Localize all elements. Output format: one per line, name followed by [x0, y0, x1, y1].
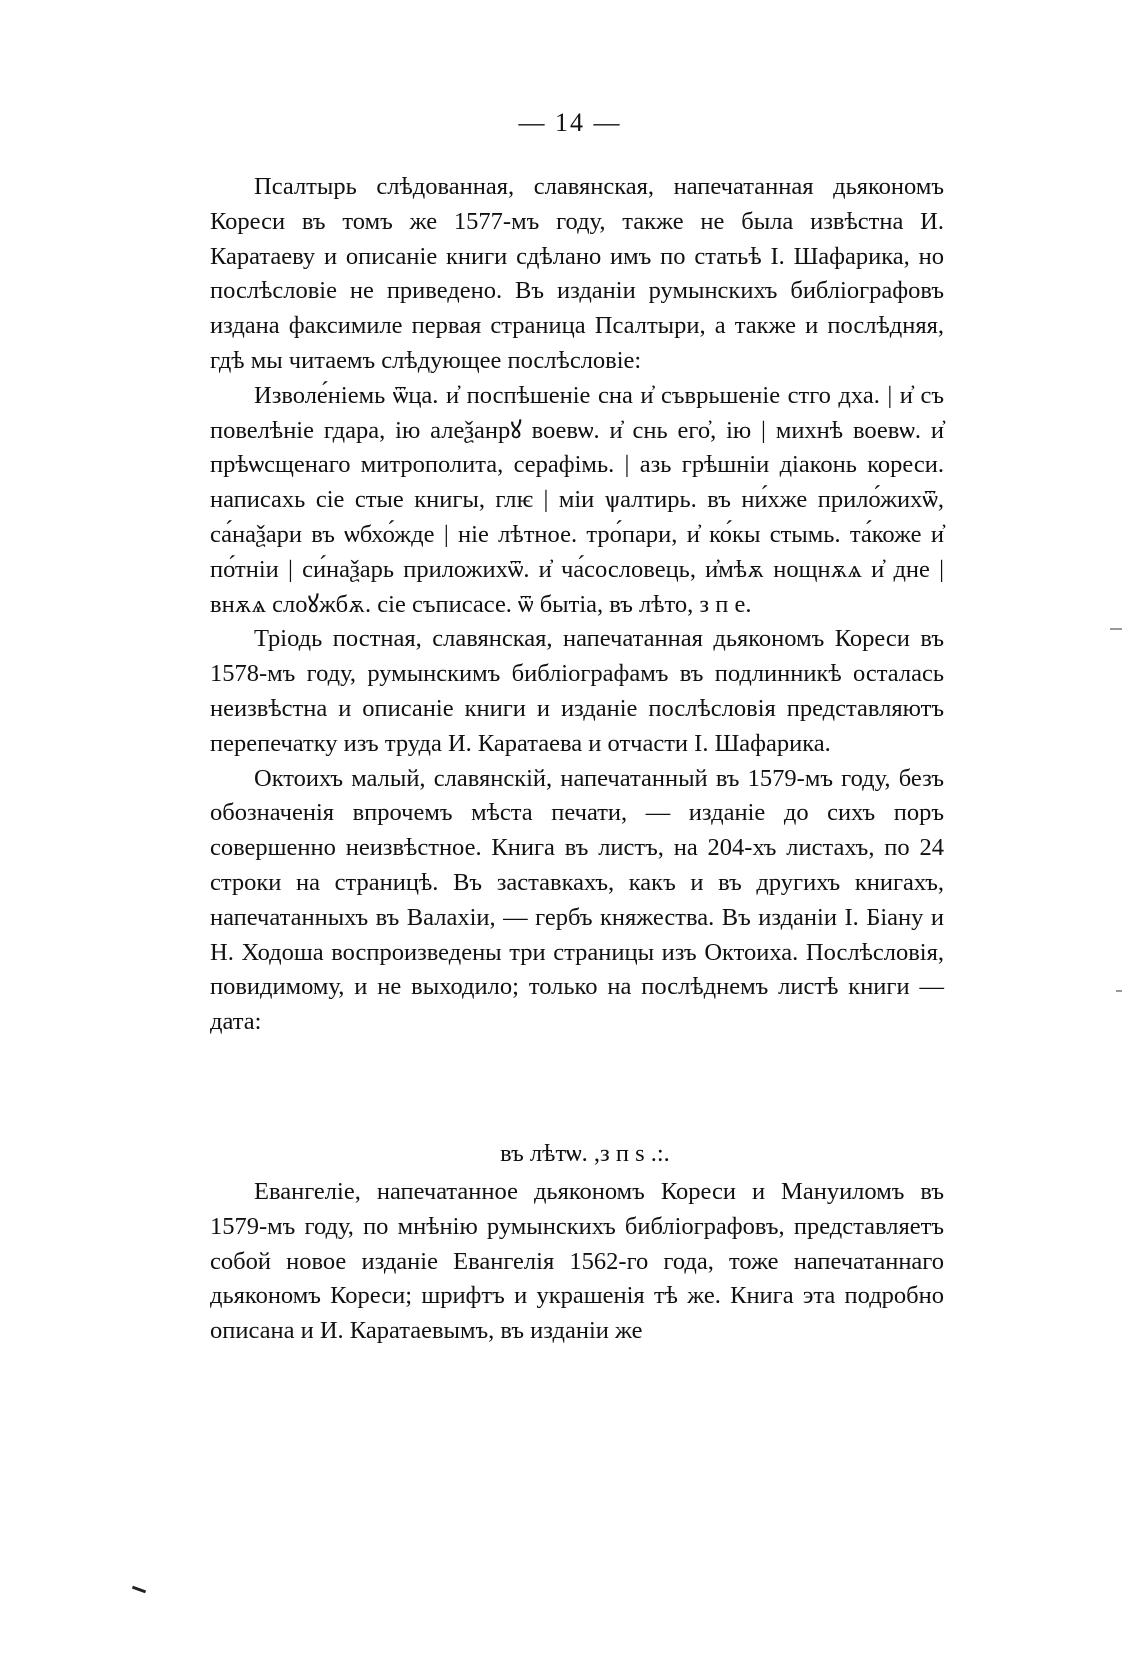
margin-mark: [1110, 628, 1122, 630]
continued-text-block: [210, 1175, 944, 1349]
paragraph-octoechos: Октоихъ малый, славянскій, напечатанный въ 1579-мъ году, безъ обозначенія впрочемъ мѣста печати, — изданіе до сихъ поръ совершенно неизвѣстное. Книга въ листъ, на 204-хъ листахъ, по 24 строки на страницѣ. Въ заставкахъ, какъ и въ другихъ книгахъ, напечатанныхъ въ Валахіи, — гербъ княжества. Въ изданіи І. Біану и Н. Ходоша воспроизведены три страницы изъ Октоиха. Послѣсловія, повидимому, и не выходило; только на послѣднемъ листѣ книги — дата:: [210, 764, 944, 1036]
paragraph-triodion: Тріодь постная, славянская, напечатанная дьякономъ Кореси въ 1578-мъ году, румынскимъ библіографамъ въ подлинникѣ осталась неизвѣстна и описаніе книги и изданіе послѣсловія представляютъ перепечатку изъ труда И. Каратаева и отчасти І. Шафарика.: [210, 625, 944, 757]
paragraph-psalter: Псалтырь слѣдованная, славянская, напечатанная дьякономъ Кореси въ томъ же 1577-мъ году, также не была извѣстна И. Каратаеву и описаніе книги сдѣлано имъ по статьѣ І. Шафарика, но послѣсловіе не приведено. Въ изданіи румынскихъ библіографовъ издана факсимиле первая страница Псалтыри, а также и послѣдняя, гдѣ мы читаемъ слѣдующее послѣсловіе:: [210, 173, 944, 374]
scan-artifact-mark: [132, 1586, 146, 1594]
date-line: въ лѣтѡ. ,з п s .:.: [500, 1140, 670, 1167]
main-text-block: [210, 170, 944, 1040]
page-number: — 14 —: [518, 108, 622, 137]
margin-mark: [1116, 990, 1122, 992]
paragraph-colophon-quote: Изволе́ніемь ѿца. и҆ поспѣшеніе сна и҆ съврьшеніе стго дха. | и҆ съ повелѣніе гдара, ію алеѯанрꙋ воевѡ. и҆ снь его҆, ію | михнѣ воевѡ. и҆ прѣѡсщенаго митрополита, серафімь. | азь грѣшніи діаконь кореси. написахь сіе стые книгы, глѥ | міи ѱалтирь. въ ни́хже прило́жихѿ, са́наѯари въ ѡбхо́жде | ніе лѣтное. тро́пари, и҆ ко́кы стымь. та́коже и҆ по́тніи | си́наѯарь приложихѿ. и҆ ча́сословець, и҆мѣѫ нощнѫѧ и҆ дне | внѫѧ слоꙋжбѫ. сіе съписасе. ѿ бытіа, въ лѣто, з п е.: [210, 381, 944, 618]
paragraph-gospel: Евангеліе, напечатанное дьякономъ Кореси и Мануиломъ въ 1579-мъ году, по мнѣнію румынскихъ библіографовъ, представляетъ собой новое изданіе Евангелія 1562-го года, тоже напечатаннаго дьякономъ Кореси; шрифтъ и украшенія тѣ же. Книга эта подробно описана и И. Каратаевымъ, въ изданіи же: [210, 1178, 944, 1345]
